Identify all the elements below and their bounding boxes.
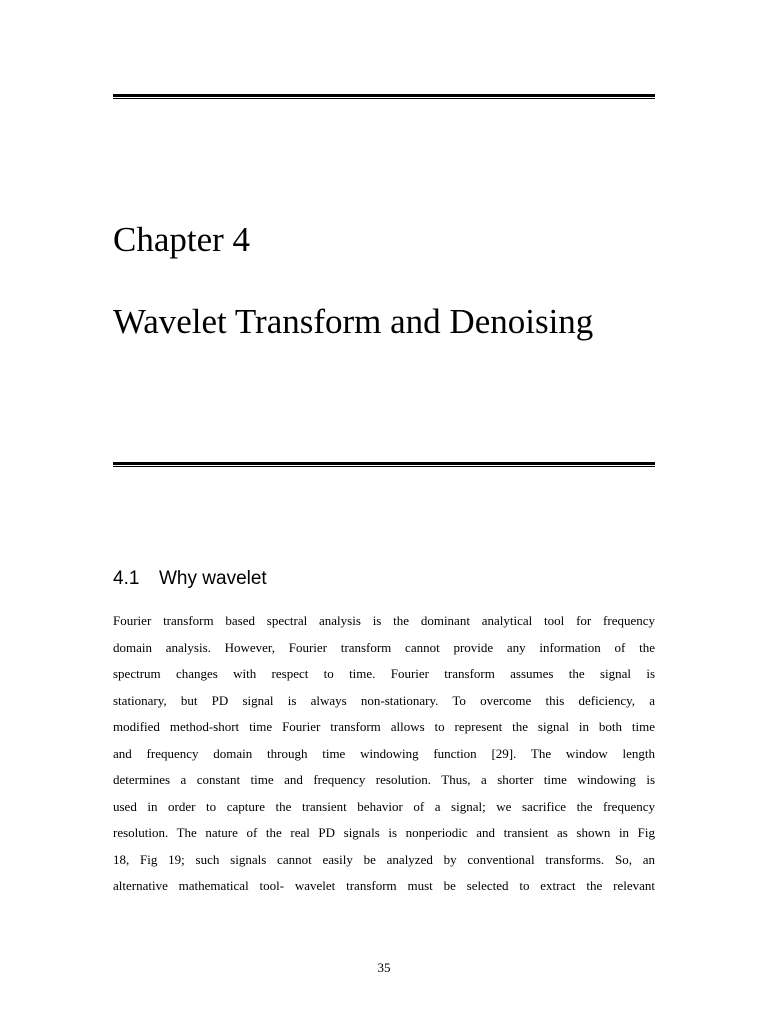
section-heading bbox=[113, 566, 267, 592]
bottom-rule bbox=[113, 462, 655, 467]
top-rule bbox=[113, 94, 655, 99]
page-number: 35 bbox=[377, 960, 391, 975]
body-line: 18, Fig 19; such signals cannot easily be analyzed by conventional transforms. So, an bbox=[113, 851, 655, 867]
body-line: domain analysis. However, Fourier transform cannot provide any information of the bbox=[113, 639, 655, 655]
body-line: resolution. The nature of the real PD signals is nonperiodic and transient as shown in Fig bbox=[113, 825, 655, 840]
body-line: stationary, but PD signal is always non-stationary. To overcome this deficiency, a bbox=[113, 692, 655, 708]
body-line: used in order to capture the transient behavior of a signal; we sacrifice the frequency bbox=[113, 798, 655, 814]
body-line: Fourier transform based spectral analysis is the dominant analytical tool for frequency bbox=[113, 613, 655, 628]
body-line: and frequency domain through time windowing function [29]. The window length bbox=[113, 745, 655, 761]
body-line: alternative mathematical tool- wavelet transform must be selected to extract the relevant bbox=[113, 878, 655, 893]
chapter-label: Chapter 4 bbox=[113, 220, 251, 259]
section-title: Why wavelet bbox=[159, 568, 267, 589]
body-line: modified method-short time Fourier transform allows to represent the signal in both time bbox=[113, 719, 655, 734]
body-paragraph bbox=[113, 608, 655, 900]
body-line: determines a constant time and frequency resolution. Thus, a shorter time windowing is bbox=[113, 772, 655, 787]
chapter-title: Wavelet Transform and Denoising bbox=[113, 302, 594, 341]
body-line: spectrum changes with respect to time. Fourier transform assumes the signal is bbox=[113, 666, 655, 681]
section-number: 4.1 bbox=[113, 568, 140, 589]
